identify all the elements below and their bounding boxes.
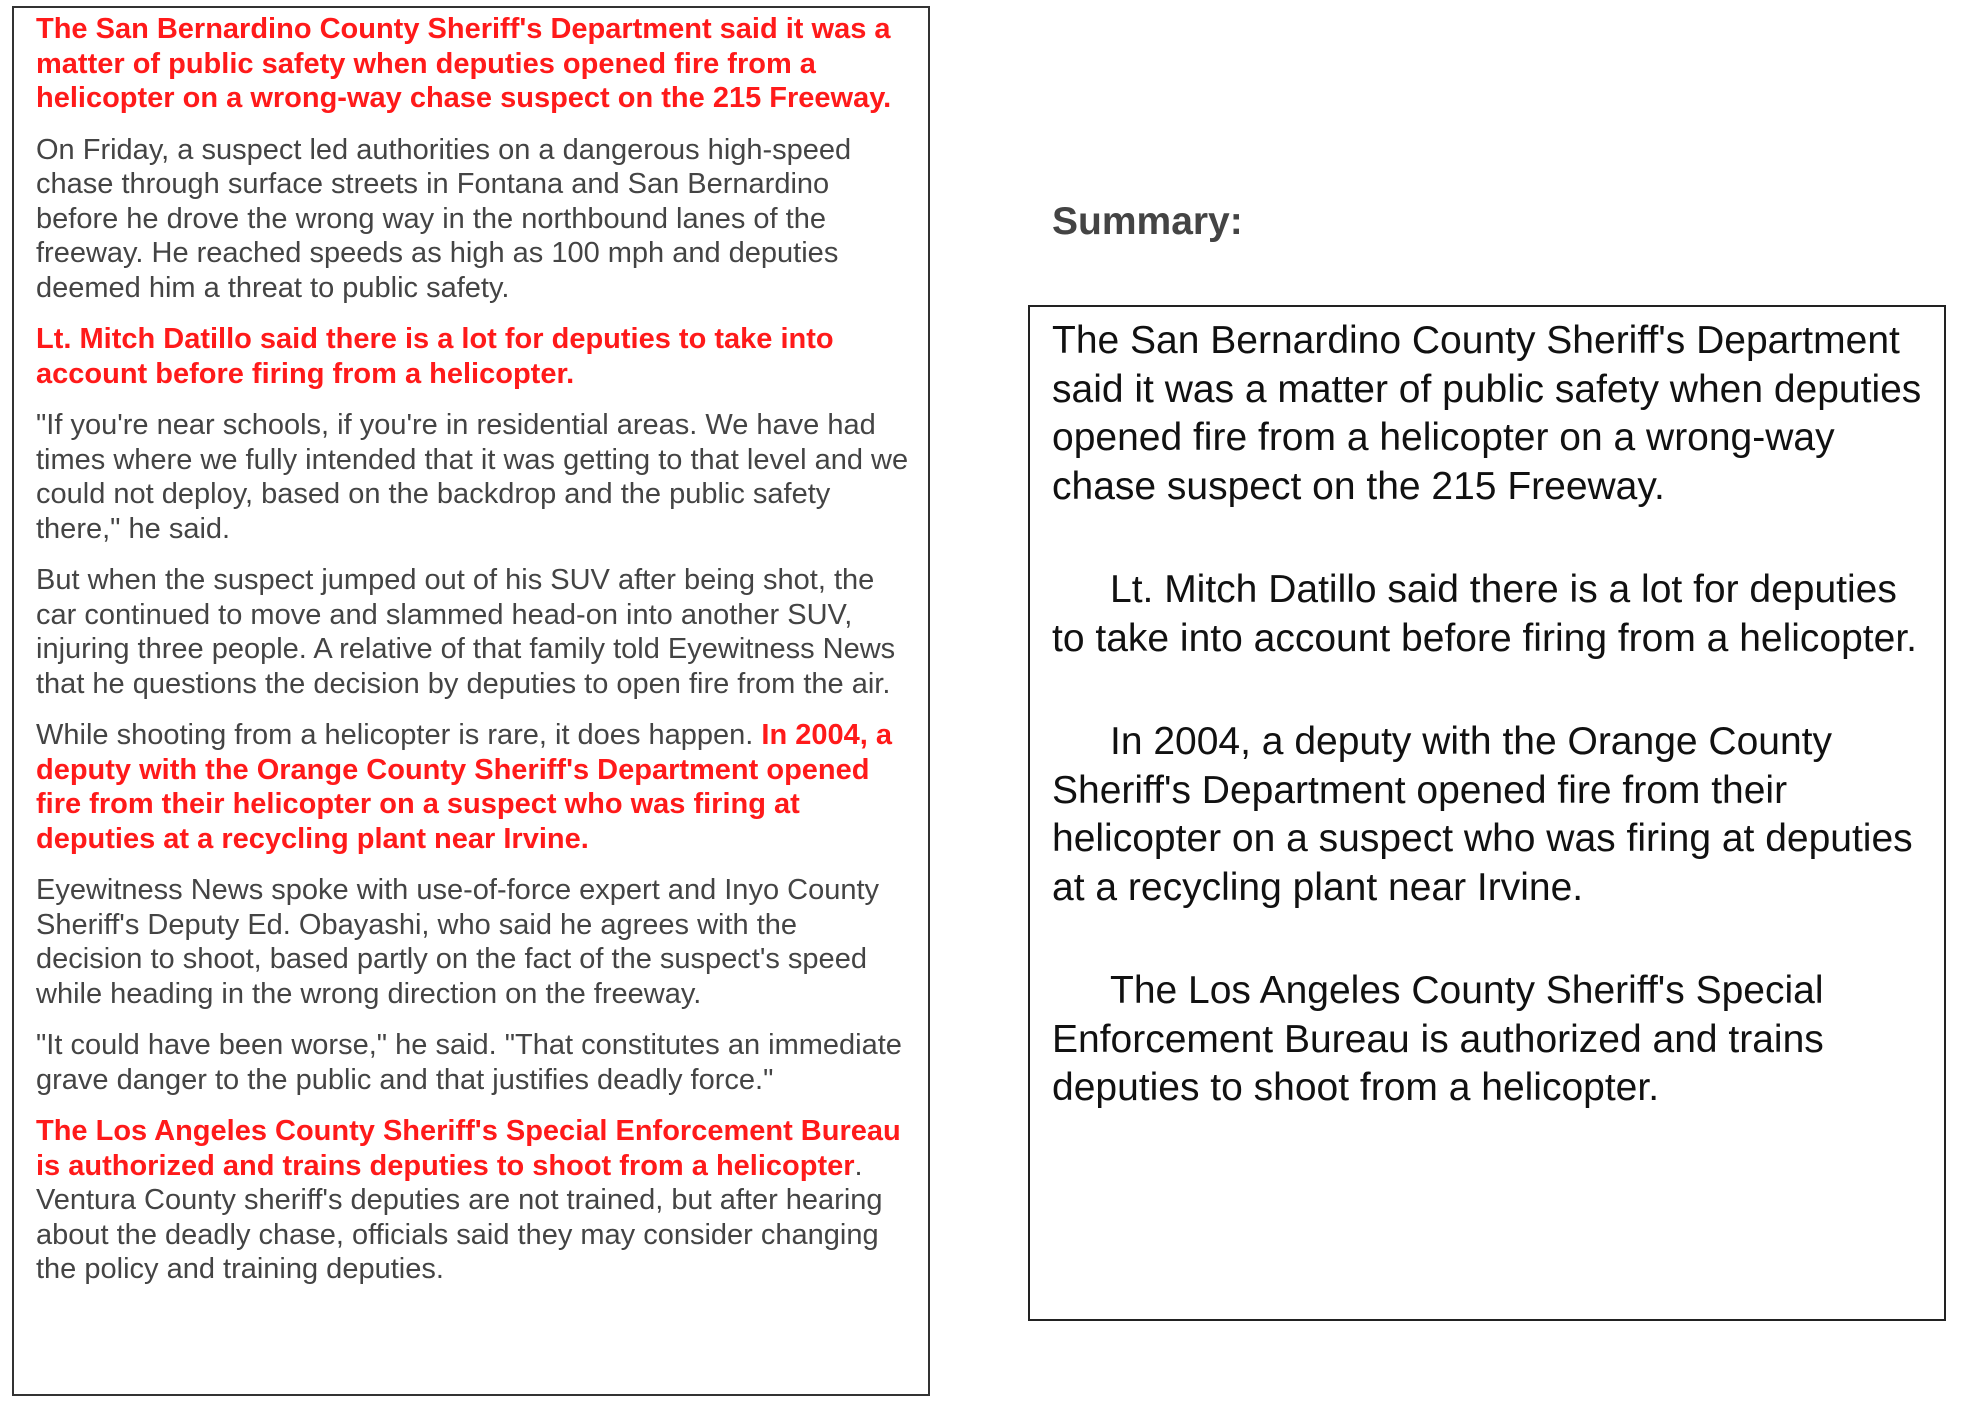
summary-paragraph-4: The Los Angeles County Sheriff's Special Enforcement Bureau is authorized and trains deputies to shoot from a helicopter. [1052, 969, 1824, 1109]
article-paragraph-6 [36, 718, 910, 856]
summary-paragraph-3: In 2004, a deputy with the Orange County Sheriff's Department opened fire from their helicopter on a suspect who was firing at deputies at a recycling plant near Irvine. [1052, 720, 1913, 909]
article-text: But when the suspect jumped out of his SUV after being shot, the car continued to move and slammed head-on into another SUV, injuring three people. A relative of that family told Eyewitness News that he questions the decision by deputies to open fire from the air. [36, 564, 896, 700]
article-text: "If you're near schools, if you're in residential areas. We have had times where we fully intended that it was getting to that level and we could not deploy, based on the backdrop and the public safety there," he said. [36, 409, 909, 545]
article-text: Eyewitness News spoke with use-of-force expert and Inyo County Sheriff's Deputy Ed. Obayashi, who said he agrees with the decision to shoot, based partly on the fact of the suspect's speed while heading in the wrong direction on the freeway. [36, 874, 880, 1010]
article-paragraph-8 [36, 1028, 910, 1097]
summary-paragraph-2: Lt. Mitch Datillo said there is a lot for deputies to take into account before firing from a helicopter. [1052, 568, 1917, 660]
article-paragraph-4 [36, 408, 910, 546]
article-paragraph-5 [36, 563, 910, 701]
highlighted-sentence: The Los Angeles County Sheriff's Special Enforcement Bureau is authorized and trains deputies to shoot from a helicopter [36, 1115, 901, 1182]
article-text: On Friday, a suspect led authorities on a dangerous high-speed chase through surface streets in Fontana and San Bernardino before he drove the wrong way in the northbound lanes of the freeway. He reached speeds as high as 100 mph and deputies deemed him a threat to public safety. [36, 133, 852, 304]
article-text: . Ventura County sheriff's deputies are not trained, but after hearing about the deadly chase, officials said they may consider changing the policy and training deputies. [36, 1149, 883, 1285]
article-text: "It could have been worse," he said. "That constitutes an immediate grave danger to the public and that justifies deadly force." [36, 1029, 902, 1096]
article-panel [12, 6, 930, 1396]
highlighted-sentence: In 2004, a deputy with the Orange County Sheriff's Department opened fire from their helicopter on a suspect who was firing at deputies at a recycling plant near Irvine. [36, 719, 892, 855]
article-text: While shooting from a helicopter is rare, it does happen. [36, 719, 762, 751]
article-paragraph-2 [36, 133, 910, 306]
article-paragraph-7 [36, 873, 910, 1011]
summary-heading: Summary: [1052, 200, 1243, 243]
highlighted-sentence: The San Bernardino County Sheriff's Department said it was a matter of public safety when deputies opened fire from a helicopter on a wrong-way chase suspect on the 215 Freeway. [36, 13, 892, 114]
article-paragraph-3 [36, 322, 910, 391]
highlighted-sentence: Lt. Mitch Datillo said there is a lot for deputies to take into account before firing from a helicopter. [36, 323, 834, 390]
summary-panel [1028, 305, 1946, 1321]
article-paragraph-1 [36, 12, 910, 116]
summary-paragraph-1: The San Bernardino County Sheriff's Department said it was a matter of public safety when deputies opened fire from a helicopter on a wrong-way chase suspect on the 215 Freeway. [1052, 319, 1922, 508]
article-paragraph-9 [36, 1114, 910, 1287]
